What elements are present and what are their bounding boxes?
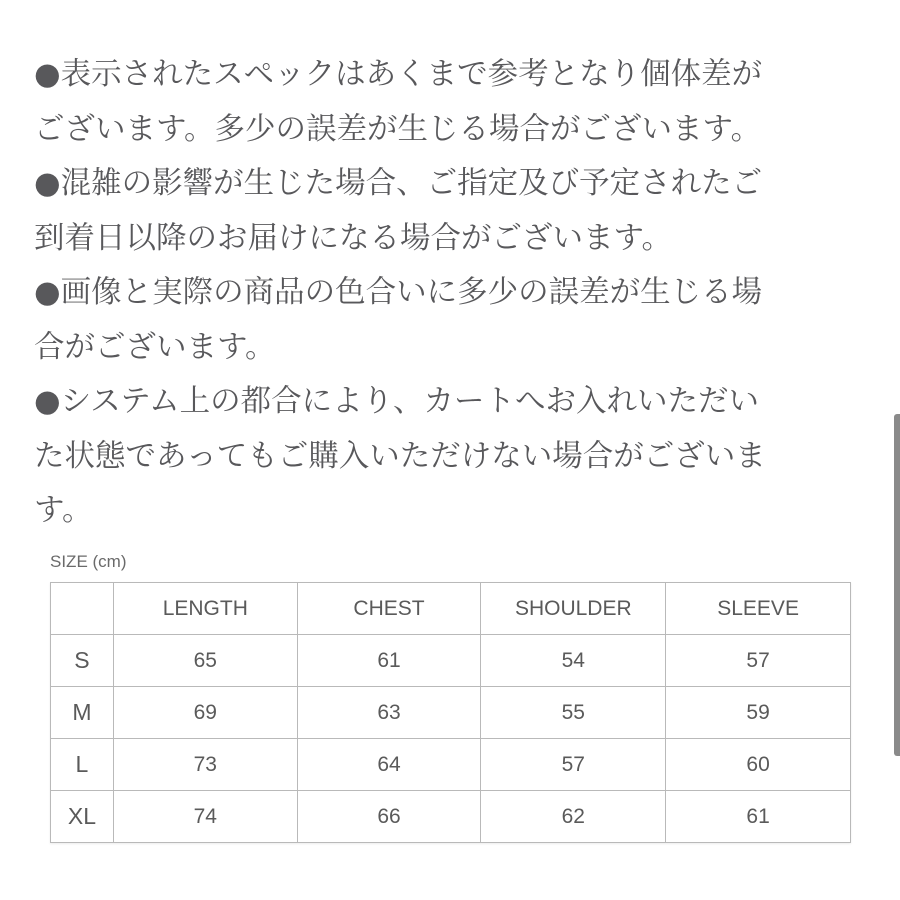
chest-value: 64 [297, 739, 481, 791]
size-table-caption: SIZE (cm) [50, 552, 127, 571]
table-row [51, 687, 851, 739]
notice-line: 合がございます。 [34, 329, 276, 365]
shoulder-value: 57 [481, 739, 666, 791]
size-label: XL [51, 791, 114, 843]
chest-value: 63 [297, 687, 481, 739]
length-value: 74 [113, 791, 297, 843]
shoulder-value: 55 [481, 687, 666, 739]
shoulder-value: 62 [481, 791, 666, 843]
notice-line: す。 [34, 493, 93, 528]
header-sleeve: SLEEVE [666, 583, 851, 635]
notice-line: ●画像と実際の商品の色合いに多少の誤差が生じる場 [34, 275, 763, 310]
table-row [51, 791, 851, 843]
sleeve-value: 60 [666, 739, 851, 791]
notice-line: ございます。多少の誤差が生じる場合がございます。 [34, 111, 762, 147]
notice-line: ●システム上の都合により、カートへお入れいただい [34, 384, 760, 419]
size-label: M [51, 687, 114, 739]
notice-line: ●表示されたスペックはあくまで参考となり個体差が [34, 57, 763, 92]
table-row [51, 635, 851, 687]
length-value: 65 [113, 635, 297, 687]
header-shoulder: SHOULDER [481, 583, 666, 635]
size-label: S [51, 635, 114, 687]
length-value: 69 [113, 687, 297, 739]
vertical-scrollbar[interactable] [894, 414, 900, 756]
chest-value: 66 [297, 791, 481, 843]
shoulder-value: 54 [481, 635, 666, 687]
chest-value: 61 [297, 635, 481, 687]
sleeve-value: 57 [666, 635, 851, 687]
sleeve-value: 59 [666, 687, 851, 739]
notice-line: ●混雑の影響が生じた場合、ご指定及び予定されたご [34, 166, 763, 201]
sleeve-value: 61 [666, 791, 851, 843]
header-size [51, 583, 114, 635]
notice-line: 到着日以降のお届けになる場合がございます。 [34, 220, 673, 256]
length-value: 73 [113, 739, 297, 791]
size-label: L [51, 739, 114, 791]
header-chest: CHEST [297, 583, 481, 635]
notice-text-block [34, 48, 864, 539]
table-row [51, 739, 851, 791]
notice-line: た状態であってもご購入いただけない場合がございま [34, 438, 766, 474]
header-length: LENGTH [113, 583, 297, 635]
size-table-header-row [51, 583, 851, 635]
size-table [50, 582, 851, 843]
